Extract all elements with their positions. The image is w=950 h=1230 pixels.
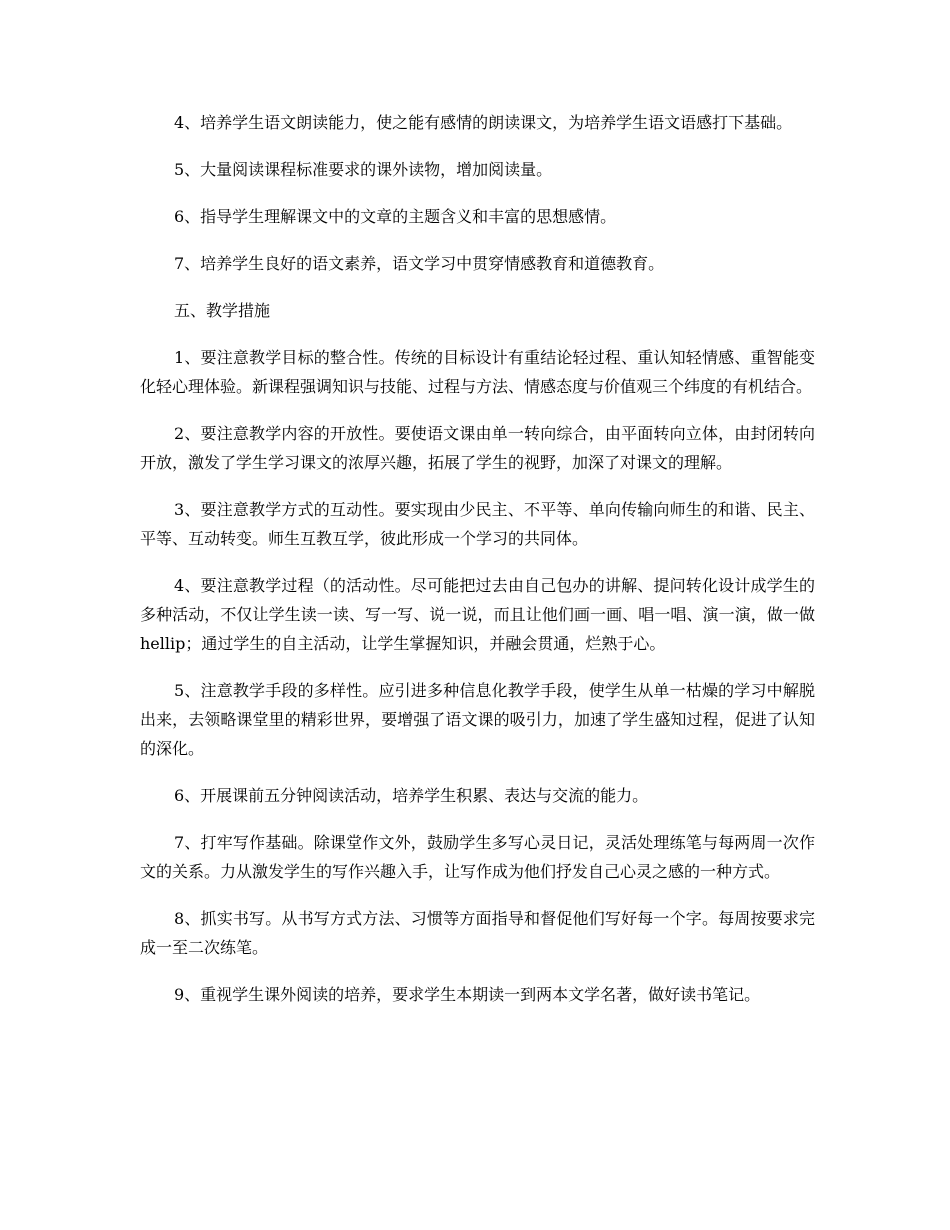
paragraph-goal-7: 7、培养学生良好的语文素养，语文学习中贯穿情感教育和道德教育。 [174, 254, 665, 273]
paragraph-measure-1: 1、要注意教学目标的整合性。传统的目标设计有重结论轻过程、重认知轻情感、重智能变化轻心理体验。新课程强调知识与技能、过程与方法、情感态度与价值观三个纬度的有机结合。 [140, 348, 815, 396]
paragraph-goal-4: 4、培养学生语文朗读能力，使之能有感情的朗读课文，为培养学生语文语感打下基础。 [174, 113, 793, 132]
document-body [140, 108, 815, 1027]
paragraph-measure-2: 2、要注意教学内容的开放性。要使语文课由单一转向综合，由平面转向立体，由封闭转向开放，激发了学生学习课文的浓厚兴趣，拓展了学生的视野，加深了对课文的理解。 [140, 424, 815, 472]
paragraph-measure-3: 3、要注意教学方式的互动性。要实现由少民主、不平等、单向传输向师生的和谐、民主、平等、互动转变。师生互教互学，彼此形成一个学习的共同体。 [140, 500, 815, 548]
paragraph-measure-7: 7、打牢写作基础。除课堂作文外，鼓励学生多写心灵日记，灵活处理练笔与每两周一次作文的关系。力从激发学生的写作兴趣入手，让写作成为他们抒发自己心灵之感的一种方式。 [140, 833, 815, 881]
paragraph-measure-9: 9、重视学生课外阅读的培养，要求学生本期读一到两本文学名著，做好读书笔记。 [174, 985, 761, 1004]
paragraph-measure-5: 5、注意教学手段的多样性。应引进多种信息化教学手段，使学生从单一枯燥的学习中解脱出来，去领略课堂里的精彩世界，要增强了语文课的吸引力，加速了学生盛知过程，促进了认知的深化。 [140, 681, 815, 758]
section-heading-teaching-measures: 五、教学措施 [174, 301, 271, 320]
paragraph-measure-6: 6、开展课前五分钟阅读活动，培养学生积累、表达与交流的能力。 [174, 786, 649, 805]
paragraph-measure-4: 4、要注意教学过程（的活动性。尽可能把过去由自己包办的讲解、提问转化设计成学生的多种活动，不仅让学生读一读、写一写、说一说，而且让他们画一画、唱一唱、演一演，做一做hellip；通过学生的自主活动，让学生掌握知识，并融会贯通，烂熟于心。 [140, 576, 815, 653]
paragraph-measure-8: 8、抓实书写。从书写方式方法、习惯等方面指导和督促他们写好每一个字。每周按要求完成一至二次练笔。 [140, 909, 815, 957]
paragraph-goal-6: 6、指导学生理解课文中的文章的主题含义和丰富的思想感情。 [174, 207, 617, 226]
paragraph-goal-5: 5、大量阅读课程标准要求的课外读物，增加阅读量。 [174, 160, 553, 179]
